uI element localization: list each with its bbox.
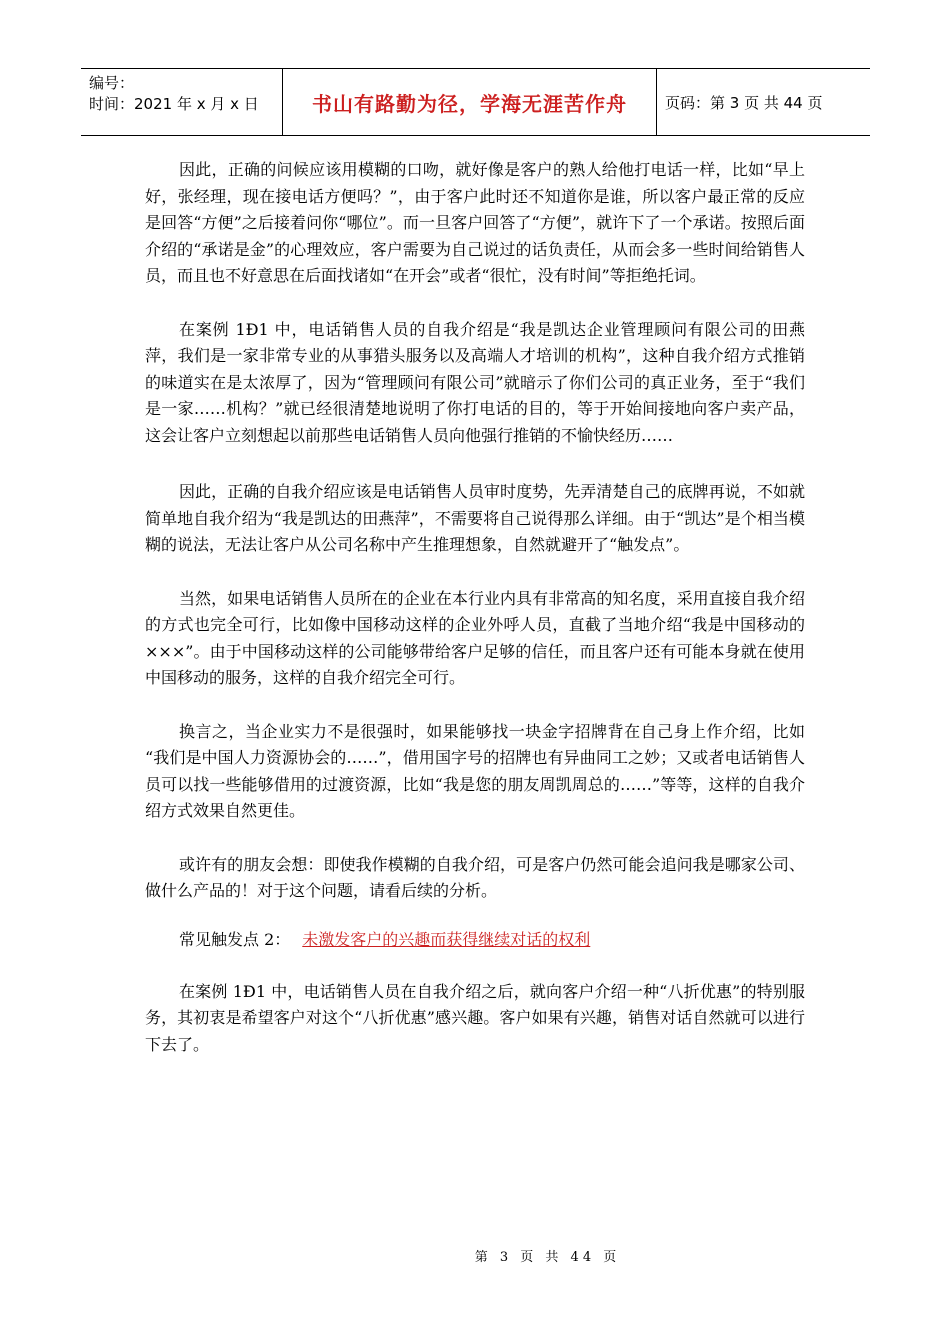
paragraph: 当然，如果电话销售人员所在的企业在本行业内具有非常高的知名度，采用直接自我介绍的方式也完全可行，比如像中国移动这样的企业外呼人员，直截了当地介绍“我是中国移动的×××”。由于中国移动这样的公司能够带给客户足够的信任，而且客户还有可能本身就在使用中国移动的服务，这样的自我介绍完全可行。 (145, 588, 805, 687)
paragraph: 因此，正确的自我介绍应该是电话销售人员审时度势，先弄清楚自己的底牌再说，不如就简单地自我介绍为“我是凯达的田燕萍”，不需要将自己说得那么详细。由于“凯达”是个相当模糊的说法，无法让客户从公司名称中产生推理想象，自然就避开了“触发点”。 (145, 482, 805, 554)
footer-page-number: 第 3 页 共 44 页 (474, 1250, 621, 1265)
page-footer (0, 1246, 950, 1265)
document-date: 时间：2021 年 x 月 x 日 (89, 95, 259, 113)
document-body (145, 157, 805, 1058)
section-heading-label: 常见触发点 2： (179, 929, 291, 949)
header-motto: 书山有路勤为径，学海无涯苦作舟 (283, 69, 657, 135)
paragraph: 在案例 1Ð1 中，电话销售人员的自我介绍是“我是凯达企业管理顾问有限公司的田燕萍，我们是一家非常专业的从事猎头服务以及高端人才培训的机构”，这种自我介绍方式推销的味道实在是太浓厚了，因为“管理顾问有限公司”就暗示了你们公司的真正业务，至于“我们是一家……机构？”就已经很清楚地说明了你打电话的目的，等于开始间接地向客户卖产品，这会让客户立刻想起以前那些电话销售人员向他强行推销的不愉快经历…… (145, 319, 805, 445)
header-page-info: 页码：第 3 页 共 44 页 (665, 93, 823, 112)
page-header (81, 68, 870, 136)
header-meta (81, 69, 283, 135)
paragraph: 在案例 1Ð1 中，电话销售人员在自我介绍之后，就向客户介绍一种“八折优惠”的特别服务，其初衷是希望客户对这个“八折优惠”感兴趣。客户如果有兴趣，销售对话自然就可以进行下去了。 (145, 981, 805, 1054)
paragraph: 因此，正确的问候应该用模糊的口吻，就好像是客户的熟人给他打电话一样，比如“早上好，张经理，现在接电话方便吗？”，由于客户此时还不知道你是谁，所以客户最正常的反应是回答“方便”之后接着问你“哪位”。而一旦客户回答了“方便”，就许下了一个承诺。按照后面介绍的“承诺是金”的心理效应，客户需要为自己说过的话负责任，从而会多一些时间给销售人员，而且也不好意思在后面找诸如“在开会”或者“很忙，没有时间”等拒绝托词。 (145, 160, 805, 285)
section-heading-title-link[interactable]: 未激发客户的兴趣而获得继续对话的权利 (302, 929, 591, 949)
document-number-label: 编号： (89, 74, 135, 92)
paragraph: 换言之，当企业实力不是很强时，如果能够找一块金字招牌背在自己身上作介绍，比如 “我们是中国人力资源协会的……”，借用国字号的招牌也有异曲同工之妙；又或者电话销售人员可以找一些能够借用的过渡资源，比如“我是您的朋友周凯周总的……”等等，这样的自我介绍方式效果自然更佳。 (145, 721, 805, 820)
paragraph: 或许有的朋友会想：即使我作模糊的自我介绍，可是客户仍然可能会追问我是哪家公司、做什么产品的！对于这个问题，请看后续的分析。 (145, 854, 805, 900)
section-heading (145, 927, 805, 953)
